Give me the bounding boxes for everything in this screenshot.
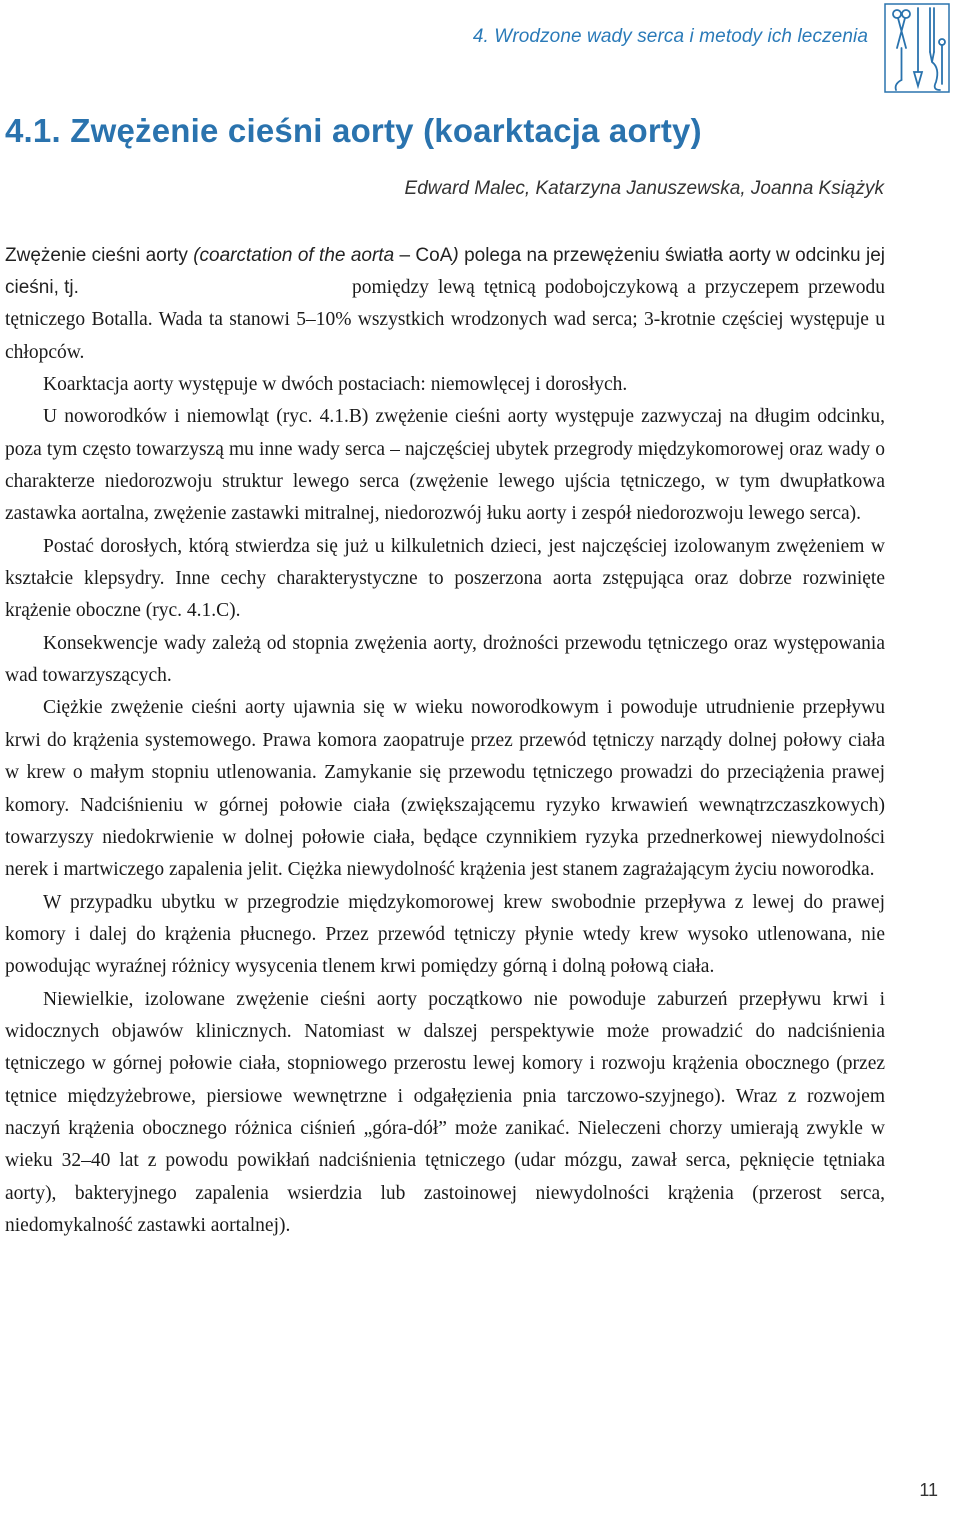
authors-line: Edward Malec, Katarzyna Januszewska, Joanna Książyk <box>404 178 884 199</box>
paragraph-continuation: pomiędzy lewą tętnicą podobojczykową a przyczepem przewodu tętniczego Botalla. Wada ta stanowi 5–10% wszystkich wrodzonych wad serca; 3-krotnie częściej występuje u chłopców. <box>5 277 885 363</box>
intro-text-1: Zwężenie cieśni aorty <box>5 245 194 266</box>
page-number: 11 <box>919 1480 938 1500</box>
intro-italic-2: ) <box>452 245 459 266</box>
paragraph: Koarktacja aorty występuje w dwóch postaciach: niemowlęcej i dorosłych. <box>43 374 628 396</box>
running-header: 4. Wrodzone wady serca i metody ich leczenia <box>472 26 868 47</box>
article-body <box>5 272 885 1242</box>
paragraph: Niewielkie, izolowane zwężenie cieśni aorty początkowo nie powoduje zaburzeń przepływu krwi i widocznych objawów klinicznych. Natomiast w dalszej perspektywie może prowadzić do nadciśnienia tętniczego w górnej połowie ciała, stopniowego przerostu lewej komory i rozwoju krążenia obocznego (przez tętnice międzyżebrowe, piersiowe wewnętrzne i odgałęzienia pnia tarczowo-szyjnego). Wraz z rozwojem naczyń krążenia obocznego różnica ciśnień „góra-dół” może zanikać. Nieleczeni chorzy umierają zwykle w wieku 32–40 lat z powodu powikłań nadciśnienia tętniczego (udar mózgu, zawał serca, pęknięcie tętniaka aorty), bakteryjnego zapalenia wsierdzia lub zastoinowej niewydolności krążenia (przerost serca, niedomykalność zastawki aortalnej). <box>5 988 885 1236</box>
paragraph: Ciężkie zwężenie cieśni aorty ujawnia się w wieku noworodkowym i powoduje utrudnienie przepływu krwi do krążenia systemowego. Prawa komora zaopatruje przez przewód tętniczy narządy dolnej połowy ciała w krew o małym stopniu utlenowania. Zamykanie się przewodu tętniczego prowadzi do przeciążenia prawej komory. Nadciśnieniu w górnej połowie ciała (zwiększającemu ryzyko krwawień wewnątrzczaszkowych) towarzyszy niedokrwienie w dolnej połowie ciała, będące czynnikiem ryzyka przednerkowej niewydolności nerek i martwiczego zapalenia jelit. Ciężka niewydolność krążenia jest stanem zagrażającym życiu noworodka. <box>5 697 885 881</box>
intro-text-2: – CoA <box>394 245 453 266</box>
section-title: 4.1. Zwężenie cieśni aorty (koarktacja aorty) <box>5 112 702 149</box>
paragraph: W przypadku ubytku w przegrodzie międzykomorowej krew swobodnie przepływa z lewej do prawej komory i dalej do krążenia płucnego. Przez przewód tętniczy płynie wtedy krew wysoko utlenowana, nie powodując wyraźnej różnicy wysycenia tlenem krwi pomiędzy górną i dolną połową ciała. <box>5 891 885 978</box>
paragraph: Postać dorosłych, którą stwierdza się już u kilkuletnich dzieci, jest najczęściej izolowanym zwężeniem w kształcie klepsydry. Inne cechy charakterystyczne to poszerzona aorta zstępująca oraz dobrze rozwinięte krążenie oboczne (ryc. 4.1.C). <box>5 535 885 622</box>
intro-text-3: polega na przewężeniu światła aorty w odcinku jej cieśni, tj. <box>5 245 885 298</box>
paragraph: Konsekwencje wady zależą od stopnia zwężenia aorty, drożności przewodu tętniczego oraz występowania wad towarzyszących. <box>5 632 885 687</box>
surgical-instruments-icon <box>884 2 950 94</box>
intro-italic: (coarctation of the aorta <box>193 245 395 266</box>
paragraph: U noworodków i niemowląt (ryc. 4.1.B) zwężenie cieśni aorty występuje zazwyczaj na długim odcinku, poza tym często towarzyszą mu inne wady serca – najczęściej ubytek przegrody międzykomorowej oraz wady o charakterze niedorozwoju struktur lewego serca (zwężenie lewego ujścia tętniczego, w tym dwupłatkowa zastawka aortalna, zwężenie zastawki mitralnej, niedorozwój łuku aorty i zespół niedorozwoju lewego serca). <box>5 406 885 525</box>
